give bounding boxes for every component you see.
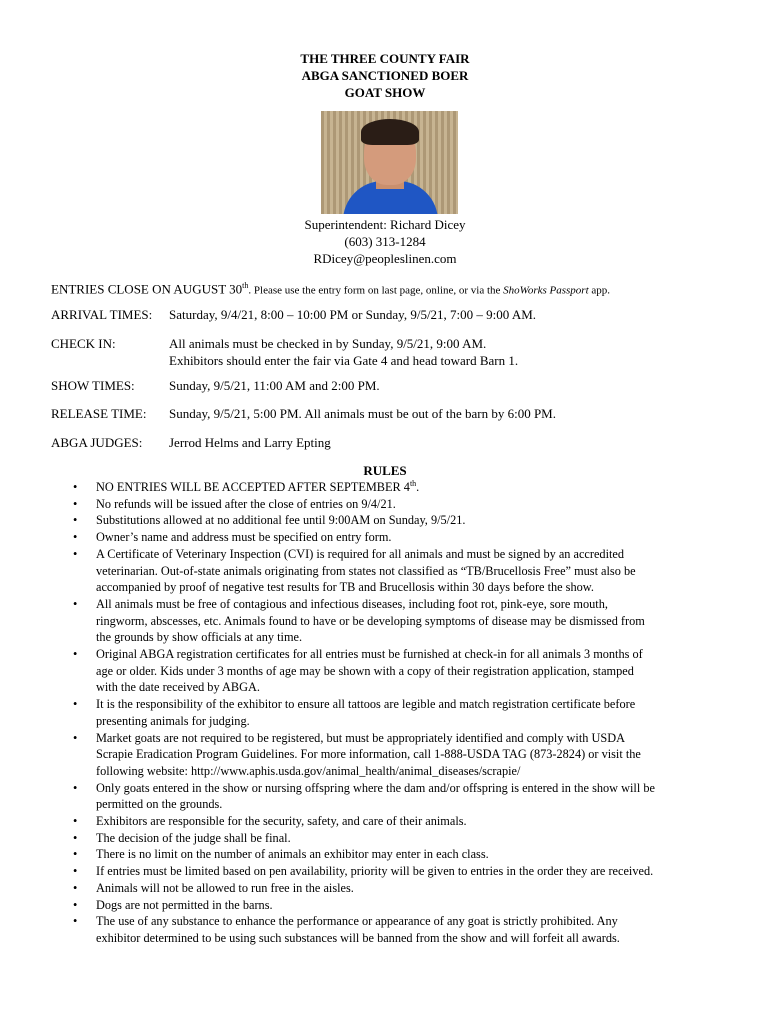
rule-line: • Dogs are not permitted in the barns.	[96, 897, 273, 912]
rule-line: the grounds by show officials at any time.	[96, 630, 303, 645]
rule-line: • Original ABGA registration certificates for all entries must be furnished at check-in for all animals 3 months of	[96, 647, 643, 662]
rule-line: presenting animals for judging.	[96, 713, 250, 728]
rule-line: permitted on the grounds.	[96, 797, 223, 812]
rule-line: • Only goats entered in the show or nursing offspring where the dam and/or offspring is entered in the show will be	[96, 780, 655, 795]
entries-note-suffix: app.	[588, 284, 611, 297]
rule-item	[51, 529, 731, 546]
rules-list	[51, 479, 731, 947]
rule-line: • The use of any substance to enhance the performance or appearance of any goat is strictly prohibited. Any	[96, 914, 618, 929]
rule-item	[51, 479, 731, 496]
schedule-value: All animals must be checked in by Sunday, 9/5/21, 9:00 AM.	[169, 336, 487, 351]
rule-item	[51, 813, 731, 830]
rule-line: following website: http://www.aphis.usda.gov/animal_health/animal_diseases/scrapie/	[96, 763, 521, 778]
title-line-2: ABGA SANCTIONED BOER	[301, 68, 469, 83]
rule-line: • Animals will not be allowed to run free in the aisles.	[96, 880, 354, 895]
rule-item	[51, 846, 731, 863]
rule-line: age or older. Kids under 3 months of age may be shown with a copy of their registration application, stamped	[96, 663, 634, 678]
schedule-label: CHECK IN:	[51, 336, 116, 351]
schedule-value: Saturday, 9/4/21, 8:00 – 10:00 PM or Sunday, 9/5/21, 7:00 – 9:00 AM.	[169, 307, 537, 322]
rule-item	[51, 646, 731, 696]
rule-line: • Market goats are not required to be registered, but must be appropriately identified and comply with USDA	[96, 730, 625, 745]
schedule-value: Jerrod Helms and Larry Epting	[169, 435, 331, 450]
rule-item	[51, 512, 731, 529]
rule-line: • All animals must be free of contagious and infectious diseases, including foot rot, pink-eye, sore mouth,	[96, 596, 608, 611]
rule-sup: th	[409, 478, 417, 488]
entries-note: . Please use the entry form on last page, online, or via the	[248, 284, 504, 297]
title-line-3: GOAT SHOW	[344, 85, 426, 100]
superintendent-phone: (603) 313-1284	[344, 234, 426, 249]
rule-line: • The decision of the judge shall be final.	[96, 830, 291, 845]
rule-item	[51, 546, 731, 596]
rule-line: • A Certificate of Veterinary Inspection (CVI) is required for all animals and must be signed by an accredited	[96, 546, 625, 561]
rule-text: NO ENTRIES WILL BE ACCEPTED AFTER SEPTEMBER 4	[96, 480, 410, 494]
document-title	[0, 50, 770, 101]
rule-item	[51, 496, 731, 513]
schedule-value: Sunday, 9/5/21, 5:00 PM. All animals must be out of the barn by 6:00 PM.	[169, 406, 556, 421]
rule-line: • Exhibitors are responsible for the security, safety, and care of their animals.	[96, 814, 467, 829]
rule-line: • Substitutions allowed at no additional fee until 9:00AM on Sunday, 9/5/21.	[96, 513, 466, 528]
rule-line: • There is no limit on the number of animals an exhibitor may enter in each class.	[96, 847, 489, 862]
entries-close-sup: th	[242, 281, 249, 290]
rule-item	[51, 897, 731, 914]
schedule-label: ABGA JUDGES:	[51, 435, 143, 450]
app-name: ShoWorks Passport	[503, 284, 589, 297]
entries-close-line	[51, 277, 610, 299]
rule-line: accompanied by proof of negative test results for TB and Brucellosis within 30 days before the show.	[96, 580, 594, 595]
rule-item	[51, 596, 731, 646]
title-line-1: THE THREE COUNTY FAIR	[300, 51, 470, 66]
rule-line: • No refunds will be issued after the close of entries on 9/4/21.	[96, 496, 396, 511]
superintendent-name: Superintendent: Richard Dicey	[304, 217, 466, 232]
schedule-label: SHOW TIMES:	[51, 378, 135, 393]
rule-text-end: .	[416, 480, 420, 494]
rule-line: • It is the responsibility of the exhibitor to ensure all tattoos are legible and match registration certificate before	[96, 697, 636, 712]
rule-item	[51, 696, 731, 729]
schedule-value: Exhibitors should enter the fair via Gate 4 and head toward Barn 1.	[169, 353, 519, 368]
rule-item	[51, 880, 731, 897]
rules-heading: RULES	[363, 463, 407, 478]
rule-item	[51, 730, 731, 780]
superintendent-email: RDicey@peopleslinen.com	[313, 251, 457, 266]
rule-item	[51, 863, 731, 880]
rule-line: with the date received by ABGA.	[96, 680, 260, 695]
rule-line: • Owner’s name and address must be specified on entry form.	[96, 530, 392, 545]
superintendent-photo	[321, 111, 458, 214]
rule-item	[51, 780, 731, 813]
rule-line: ringworm, abscesses, etc. Animals found to have or be developing symptoms of disease may be dismissed from	[96, 613, 645, 628]
schedule-label: ARRIVAL TIMES:	[51, 307, 153, 322]
rule-line: exhibitor determined to be using such substances will be banned from the show and will forfeit all awards.	[96, 930, 620, 945]
rule-line: veterinarian. Out-of-state animals originating from states not classified as “TB/Brucellosis Free” must also be	[96, 563, 636, 578]
superintendent-contact	[0, 216, 770, 267]
rule-item	[51, 913, 731, 946]
rule-line: • If entries must be limited based on pen availability, priority will be given to entries in the order they are received.	[96, 864, 654, 879]
rule-item	[51, 830, 731, 847]
rule-line: Scrapie Eradication Program Guidelines. For more information, call 1-888-USDA TAG (873-2824) or visit the	[96, 747, 641, 762]
schedule-label: RELEASE TIME:	[51, 406, 147, 421]
entries-close-text: ENTRIES CLOSE ON AUGUST 30	[51, 281, 243, 297]
schedule-value: Sunday, 9/5/21, 11:00 AM and 2:00 PM.	[169, 378, 380, 393]
